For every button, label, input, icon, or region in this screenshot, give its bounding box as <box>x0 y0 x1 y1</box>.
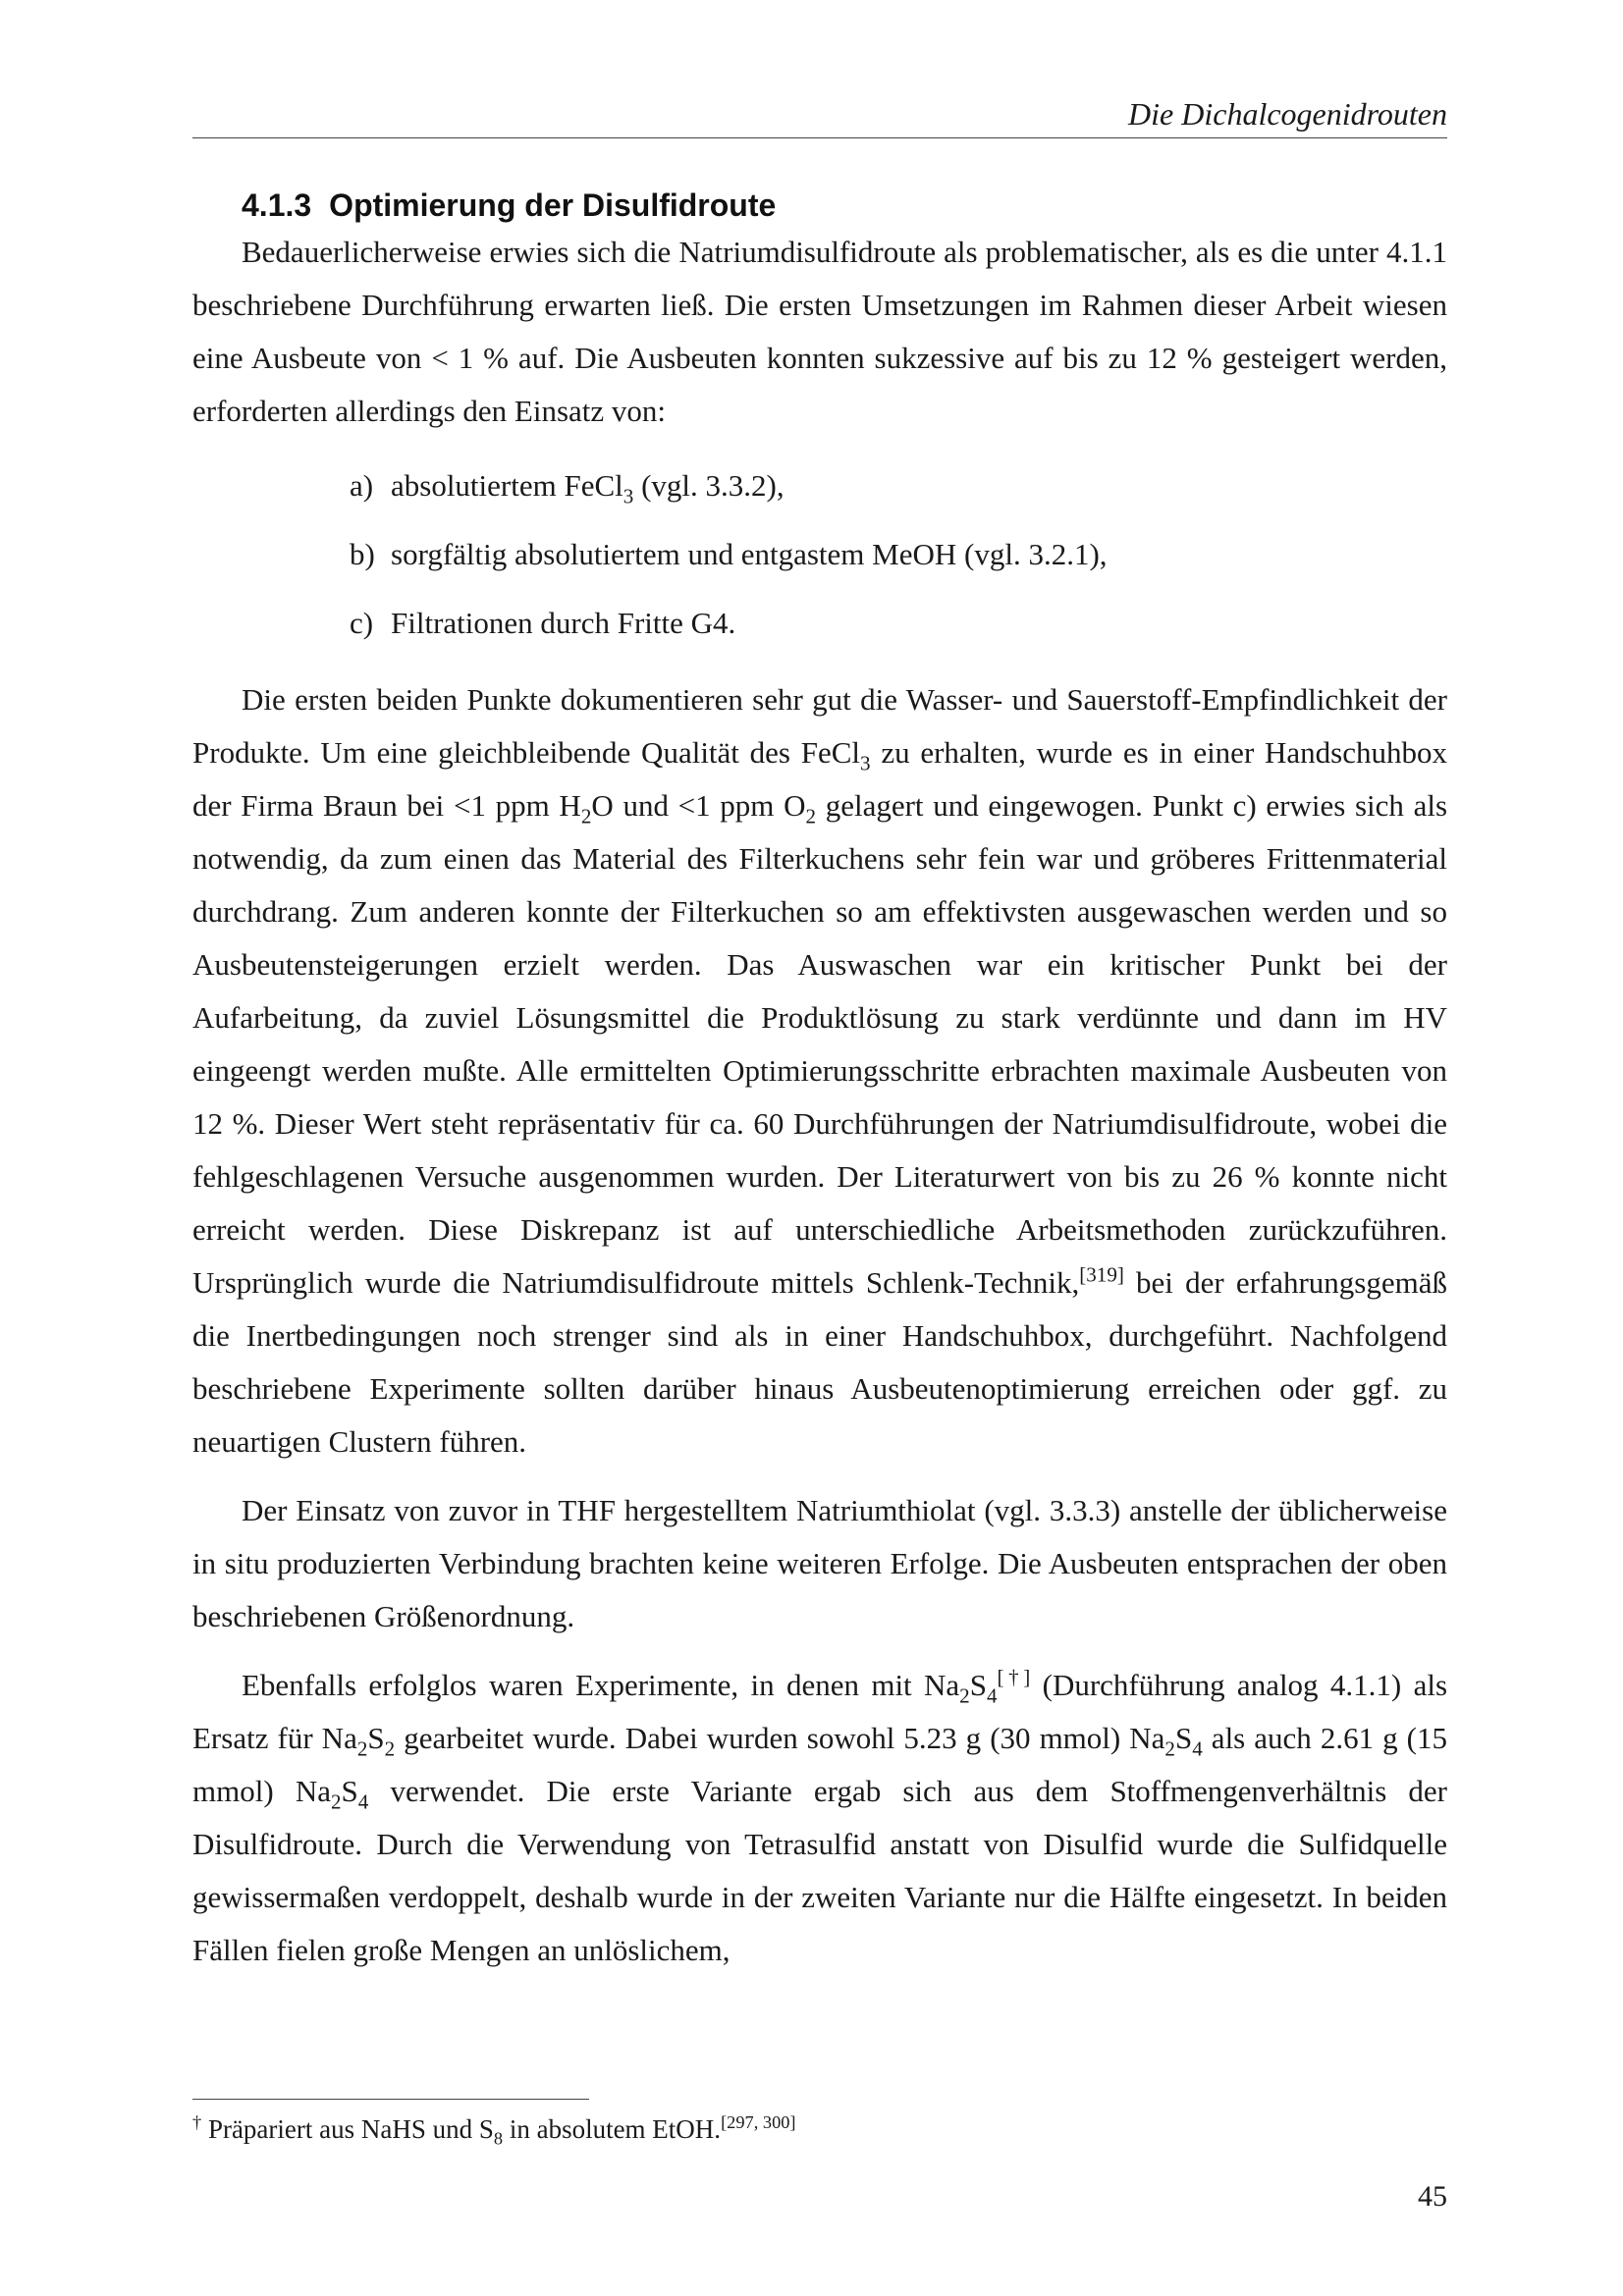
list-text: absolutiertem FeCl <box>391 468 623 503</box>
paragraph-text: Der Einsatz von zuvor in THF hergestelltem Natriumthiolat (vgl. 3.3.3) anstelle der üblicherweise in situ produzierten Verbindung brachten keine weiteren Erfolge. Die Ausbeuten entsprachen der oben beschriebenen Größenordnung. <box>192 1493 1447 1633</box>
page-number: 45 <box>1418 2180 1447 2213</box>
subscript: 2 <box>384 1736 396 1761</box>
paragraph-text: gearbeitet wurde. Dabei wurden sowohl 5.23 g (30 mmol) Na <box>395 1721 1165 1755</box>
footnote-rule <box>192 2099 589 2100</box>
paragraph-text: Die ersten beiden Punkte dokumentieren sehr gut die Wasser- und Sauerstoff-Empfindlichkeit der Produkte. Um eine gleichbleibende Qualität des FeCl <box>192 682 1447 770</box>
subscript: 3 <box>622 484 634 508</box>
paragraph-text: S <box>969 1668 987 1702</box>
requirements-list <box>192 452 1447 658</box>
paragraph-observations <box>192 673 1447 1468</box>
paragraph-text: Ebenfalls erfolglos waren Experimente, in denen mit Na <box>242 1668 960 1702</box>
list-text: Filtrationen durch Fritte G4. <box>391 606 736 640</box>
footnote-ref: [†] <box>997 1665 1031 1689</box>
paragraph-text: als auch 2.61 g (15 mmol) Na <box>192 1721 1447 1808</box>
footnote <box>192 2111 796 2149</box>
section-heading <box>242 187 776 224</box>
subscript: 8 <box>493 2128 504 2149</box>
paragraph-text: zu erhalten, wurde es in einer Handschuhbox der Firma Braun bei <1 ppm H <box>192 735 1447 823</box>
subscript: 2 <box>959 1683 970 1708</box>
list-marker: c) <box>350 606 374 640</box>
subscript: 2 <box>330 1789 342 1814</box>
list-marker: a) <box>350 468 374 503</box>
paragraph-thiolate <box>192 1484 1447 1643</box>
paragraph-tetrasulfide <box>192 1659 1447 1977</box>
section-title: Optimierung der Disulfidroute <box>329 187 777 223</box>
paragraph-text: S <box>341 1774 358 1808</box>
header-rule <box>192 137 1447 138</box>
section-number: 4.1.3 <box>242 187 312 223</box>
list-text: (vgl. 3.3.2), <box>633 468 784 503</box>
paragraph-text: Bedauerlicherweise erwies sich die Natriumdisulfidroute als problematischer, als es die unter 4.1.1 beschriebene Durchführung erwarten ließ. Die ersten Umsetzungen im Rahmen dieser Arbeit wiesen eine Ausbeute von < 1 % auf. Die Ausbeuten konnten sukzessive auf bis zu 12 % gesteigert werden, erforderten allerdings den Einsatz von: <box>192 235 1447 428</box>
footnote-text: in absolutem EtOH. <box>503 2114 722 2144</box>
paragraph-text: S <box>367 1721 385 1755</box>
paragraph-text: verwendet. Die erste Variante ergab sich aus dem Stoffmengenverhältnis der Disulfidroute. Durch die Verwendung von Tetrasulfid anstatt von Disulfid wurde die Sulfidquelle gewissermaßen verdoppelt, deshalb wurde in der zweiten Variante nur die Hälfte eingesetzt. In beiden Fällen fielen große Mengen an unlöslichem, <box>192 1774 1447 1967</box>
list-item <box>350 452 1447 520</box>
subscript: 3 <box>860 751 871 775</box>
paragraph-intro <box>192 226 1447 438</box>
paragraph-text: gelagert und eingewogen. Punkt c) erwies sich als notwendig, da zum einen das Material des Filterkuchens sehr fein war und gröberes Frittenmaterial durchdrang. Zum anderen konnte der Filterkuchen so am effektivsten ausgewaschen werden und so Ausbeutensteigerungen erzielt werden. Das Auswaschen war ein kritischer Punkt bei der Aufarbeitung, da zuviel Lösungsmittel die Produktlösung zu stark verdünnte und dann im HV eingeengt werden mußte. Alle ermittelten Optimierungsschritte erbrachten maximale Ausbeuten von 12 %. Dieser Wert steht repräsentativ für ca. 60 Durchführungen der Natriumdisulfidroute, wobei die fehlgeschlagenen Versuche ausgenommen wurden. Der Literaturwert von bis zu 26 % konnte nicht erreicht werden. Diese Diskrepanz ist auf unterschiedliche Arbeitsmethoden zurückzuführen. Ursprünglich wurde die Natriumdisulfidroute mittels Schlenk-Technik, <box>192 788 1448 1300</box>
subscript: 2 <box>580 804 592 828</box>
subscript: 2 <box>805 804 817 828</box>
footnote-mark: † <box>192 2111 202 2132</box>
list-text: sorgfältig absolutiertem und entgastem MeOH (vgl. 3.2.1), <box>391 537 1108 571</box>
paragraph-text: O und <1 ppm O <box>591 788 806 823</box>
subscript: 4 <box>1192 1736 1203 1761</box>
footnote-text: Präpariert aus NaHS und S <box>201 2114 494 2144</box>
citation-ref: [319] <box>1079 1262 1124 1287</box>
list-item <box>350 520 1447 589</box>
list-marker: b) <box>350 537 375 571</box>
citation-ref: [297, 300] <box>721 2111 796 2132</box>
running-header: Die Dichalcogenidrouten <box>1128 96 1447 132</box>
paragraph-text: bei der erfahrungsgemäß die Inertbedingungen noch strenger sind als in einer Handschuhbox, durchgeführt. Nachfolgend beschriebene Experimente sollten darüber hinaus Ausbeutenoptimierung erreichen oder ggf. zu neuartigen Clustern führen. <box>192 1265 1448 1459</box>
list-item <box>350 589 1447 658</box>
subscript: 2 <box>1164 1736 1175 1761</box>
body-text <box>192 226 1447 1977</box>
paragraph-text: (Durchführung analog 4.1.1) als Ersatz für Na <box>192 1668 1448 1755</box>
subscript: 2 <box>356 1736 368 1761</box>
subscript: 4 <box>986 1683 998 1708</box>
subscript: 4 <box>357 1789 369 1814</box>
paragraph-text: S <box>1174 1721 1193 1755</box>
